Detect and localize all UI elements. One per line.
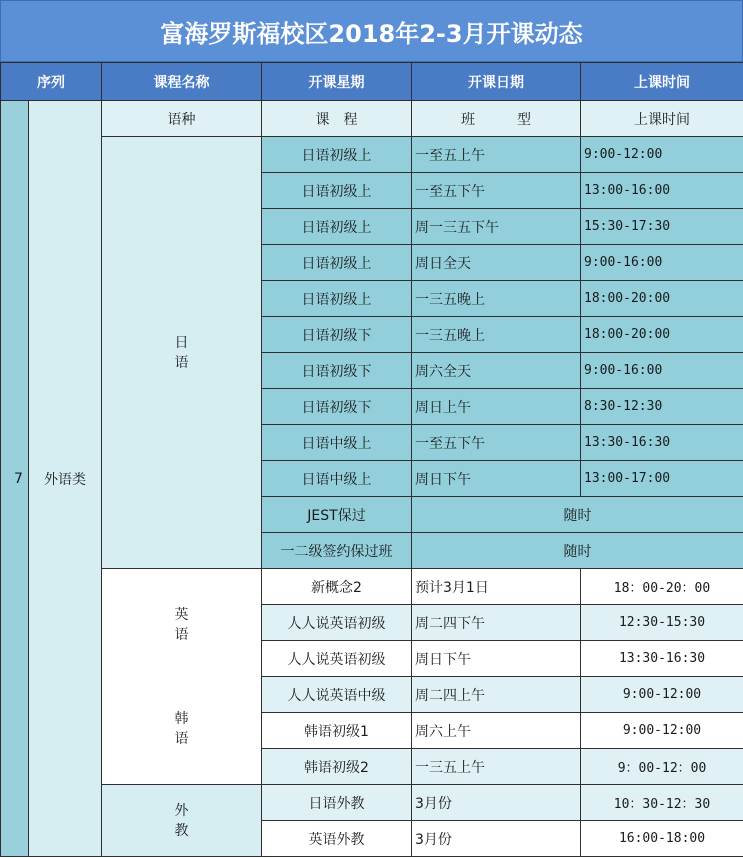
days-cell: 周日下午 xyxy=(412,461,581,497)
course-cell: 日语初级下 xyxy=(262,353,412,389)
days-cell: 一三五上午 xyxy=(412,749,581,785)
category-cell: 外语类 xyxy=(29,101,102,857)
course-cell: 韩语初级1 xyxy=(262,713,412,749)
course-cell: 日语初级上 xyxy=(262,209,412,245)
days-cell: 一三五晚上 xyxy=(412,317,581,353)
header-seq: 序列 xyxy=(1,63,102,101)
anytime-cell: 随时 xyxy=(412,497,743,533)
subheader-row xyxy=(1,101,743,137)
course-cell: 日语中级上 xyxy=(262,425,412,461)
days-cell: 周六全天 xyxy=(412,353,581,389)
time-cell: 15:30-17:30 xyxy=(581,209,743,245)
days-cell: 周日全天 xyxy=(412,245,581,281)
schedule-table xyxy=(0,62,743,857)
time-cell: 18:00-20:00 xyxy=(581,317,743,353)
time-cell: 18：00-20：00 xyxy=(581,569,743,605)
subheader-course: 课 程 xyxy=(262,101,412,137)
header-date: 开课日期 xyxy=(412,63,581,101)
lang-foreign-label: 外教 xyxy=(174,802,189,839)
subheader-time: 上课时间 xyxy=(581,101,743,137)
table-row xyxy=(1,137,743,173)
time-cell: 18:00-20:00 xyxy=(581,281,743,317)
subheader-lang: 语种 xyxy=(102,101,262,137)
days-cell: 3月份 xyxy=(412,785,581,821)
time-cell: 8:30-12:30 xyxy=(581,389,743,425)
time-cell: 9：00-12：00 xyxy=(581,749,743,785)
days-cell: 一至五下午 xyxy=(412,425,581,461)
time-cell: 13:00-17:00 xyxy=(581,461,743,497)
course-cell: 一二级签约保过班 xyxy=(262,533,412,569)
time-cell: 9:00-16:00 xyxy=(581,353,743,389)
seq-cell: 7 xyxy=(1,101,29,857)
lang-english-label: 英语 xyxy=(174,606,189,643)
course-cell: 韩语初级2 xyxy=(262,749,412,785)
lang-english-korean-cell xyxy=(102,569,262,785)
anytime-cell: 随时 xyxy=(412,533,743,569)
course-cell: 新概念2 xyxy=(262,569,412,605)
time-cell: 9:00-12:00 xyxy=(581,137,743,173)
time-cell: 13:30-16:30 xyxy=(581,641,743,677)
header-row xyxy=(1,63,743,101)
course-cell: 日语外教 xyxy=(262,785,412,821)
days-cell: 预计3月1日 xyxy=(412,569,581,605)
header-weekday: 开课星期 xyxy=(262,63,412,101)
course-cell: 日语初级上 xyxy=(262,245,412,281)
lang-japanese-label: 日语 xyxy=(174,334,189,371)
course-cell: 人人说英语初级 xyxy=(262,605,412,641)
course-cell: 日语初级下 xyxy=(262,317,412,353)
lang-stack xyxy=(174,605,190,749)
course-cell: 英语外教 xyxy=(262,821,412,857)
time-cell: 16:00-18:00 xyxy=(581,821,743,857)
header-time: 上课时间 xyxy=(581,63,743,101)
course-cell: 日语初级上 xyxy=(262,173,412,209)
time-cell: 10：30-12：30 xyxy=(581,785,743,821)
time-cell: 9:00-12:00 xyxy=(581,713,743,749)
days-cell: 周六上午 xyxy=(412,713,581,749)
table-row xyxy=(1,785,743,821)
days-cell: 周日下午 xyxy=(412,641,581,677)
course-cell: 人人说英语初级 xyxy=(262,641,412,677)
time-cell: 9:00-12:00 xyxy=(581,677,743,713)
page-title: 富海罗斯福校区2018年2-3月开课动态 xyxy=(0,0,743,62)
time-cell: 12:30-15:30 xyxy=(581,605,743,641)
days-cell: 一至五上午 xyxy=(412,137,581,173)
course-cell: 日语初级上 xyxy=(262,281,412,317)
course-cell: 日语中级上 xyxy=(262,461,412,497)
days-cell: 周二四上午 xyxy=(412,677,581,713)
course-cell: JEST保过 xyxy=(262,497,412,533)
table-row xyxy=(1,569,743,605)
time-cell: 13:00-16:00 xyxy=(581,173,743,209)
subheader-class-type: 班 型 xyxy=(412,101,581,137)
days-cell: 一至五下午 xyxy=(412,173,581,209)
lang-foreign-teacher-cell xyxy=(102,785,262,857)
course-cell: 人人说英语中级 xyxy=(262,677,412,713)
time-cell: 13:30-16:30 xyxy=(581,425,743,461)
header-course-name: 课程名称 xyxy=(102,63,262,101)
course-cell: 日语初级下 xyxy=(262,389,412,425)
days-cell: 周日上午 xyxy=(412,389,581,425)
time-cell: 9:00-16:00 xyxy=(581,245,743,281)
lang-korean-label: 韩语 xyxy=(174,710,189,747)
days-cell: 周二四下午 xyxy=(412,605,581,641)
days-cell: 周一三五下午 xyxy=(412,209,581,245)
lang-japanese-cell xyxy=(102,137,262,569)
days-cell: 一三五晚上 xyxy=(412,281,581,317)
course-cell: 日语初级上 xyxy=(262,137,412,173)
days-cell: 3月份 xyxy=(412,821,581,857)
